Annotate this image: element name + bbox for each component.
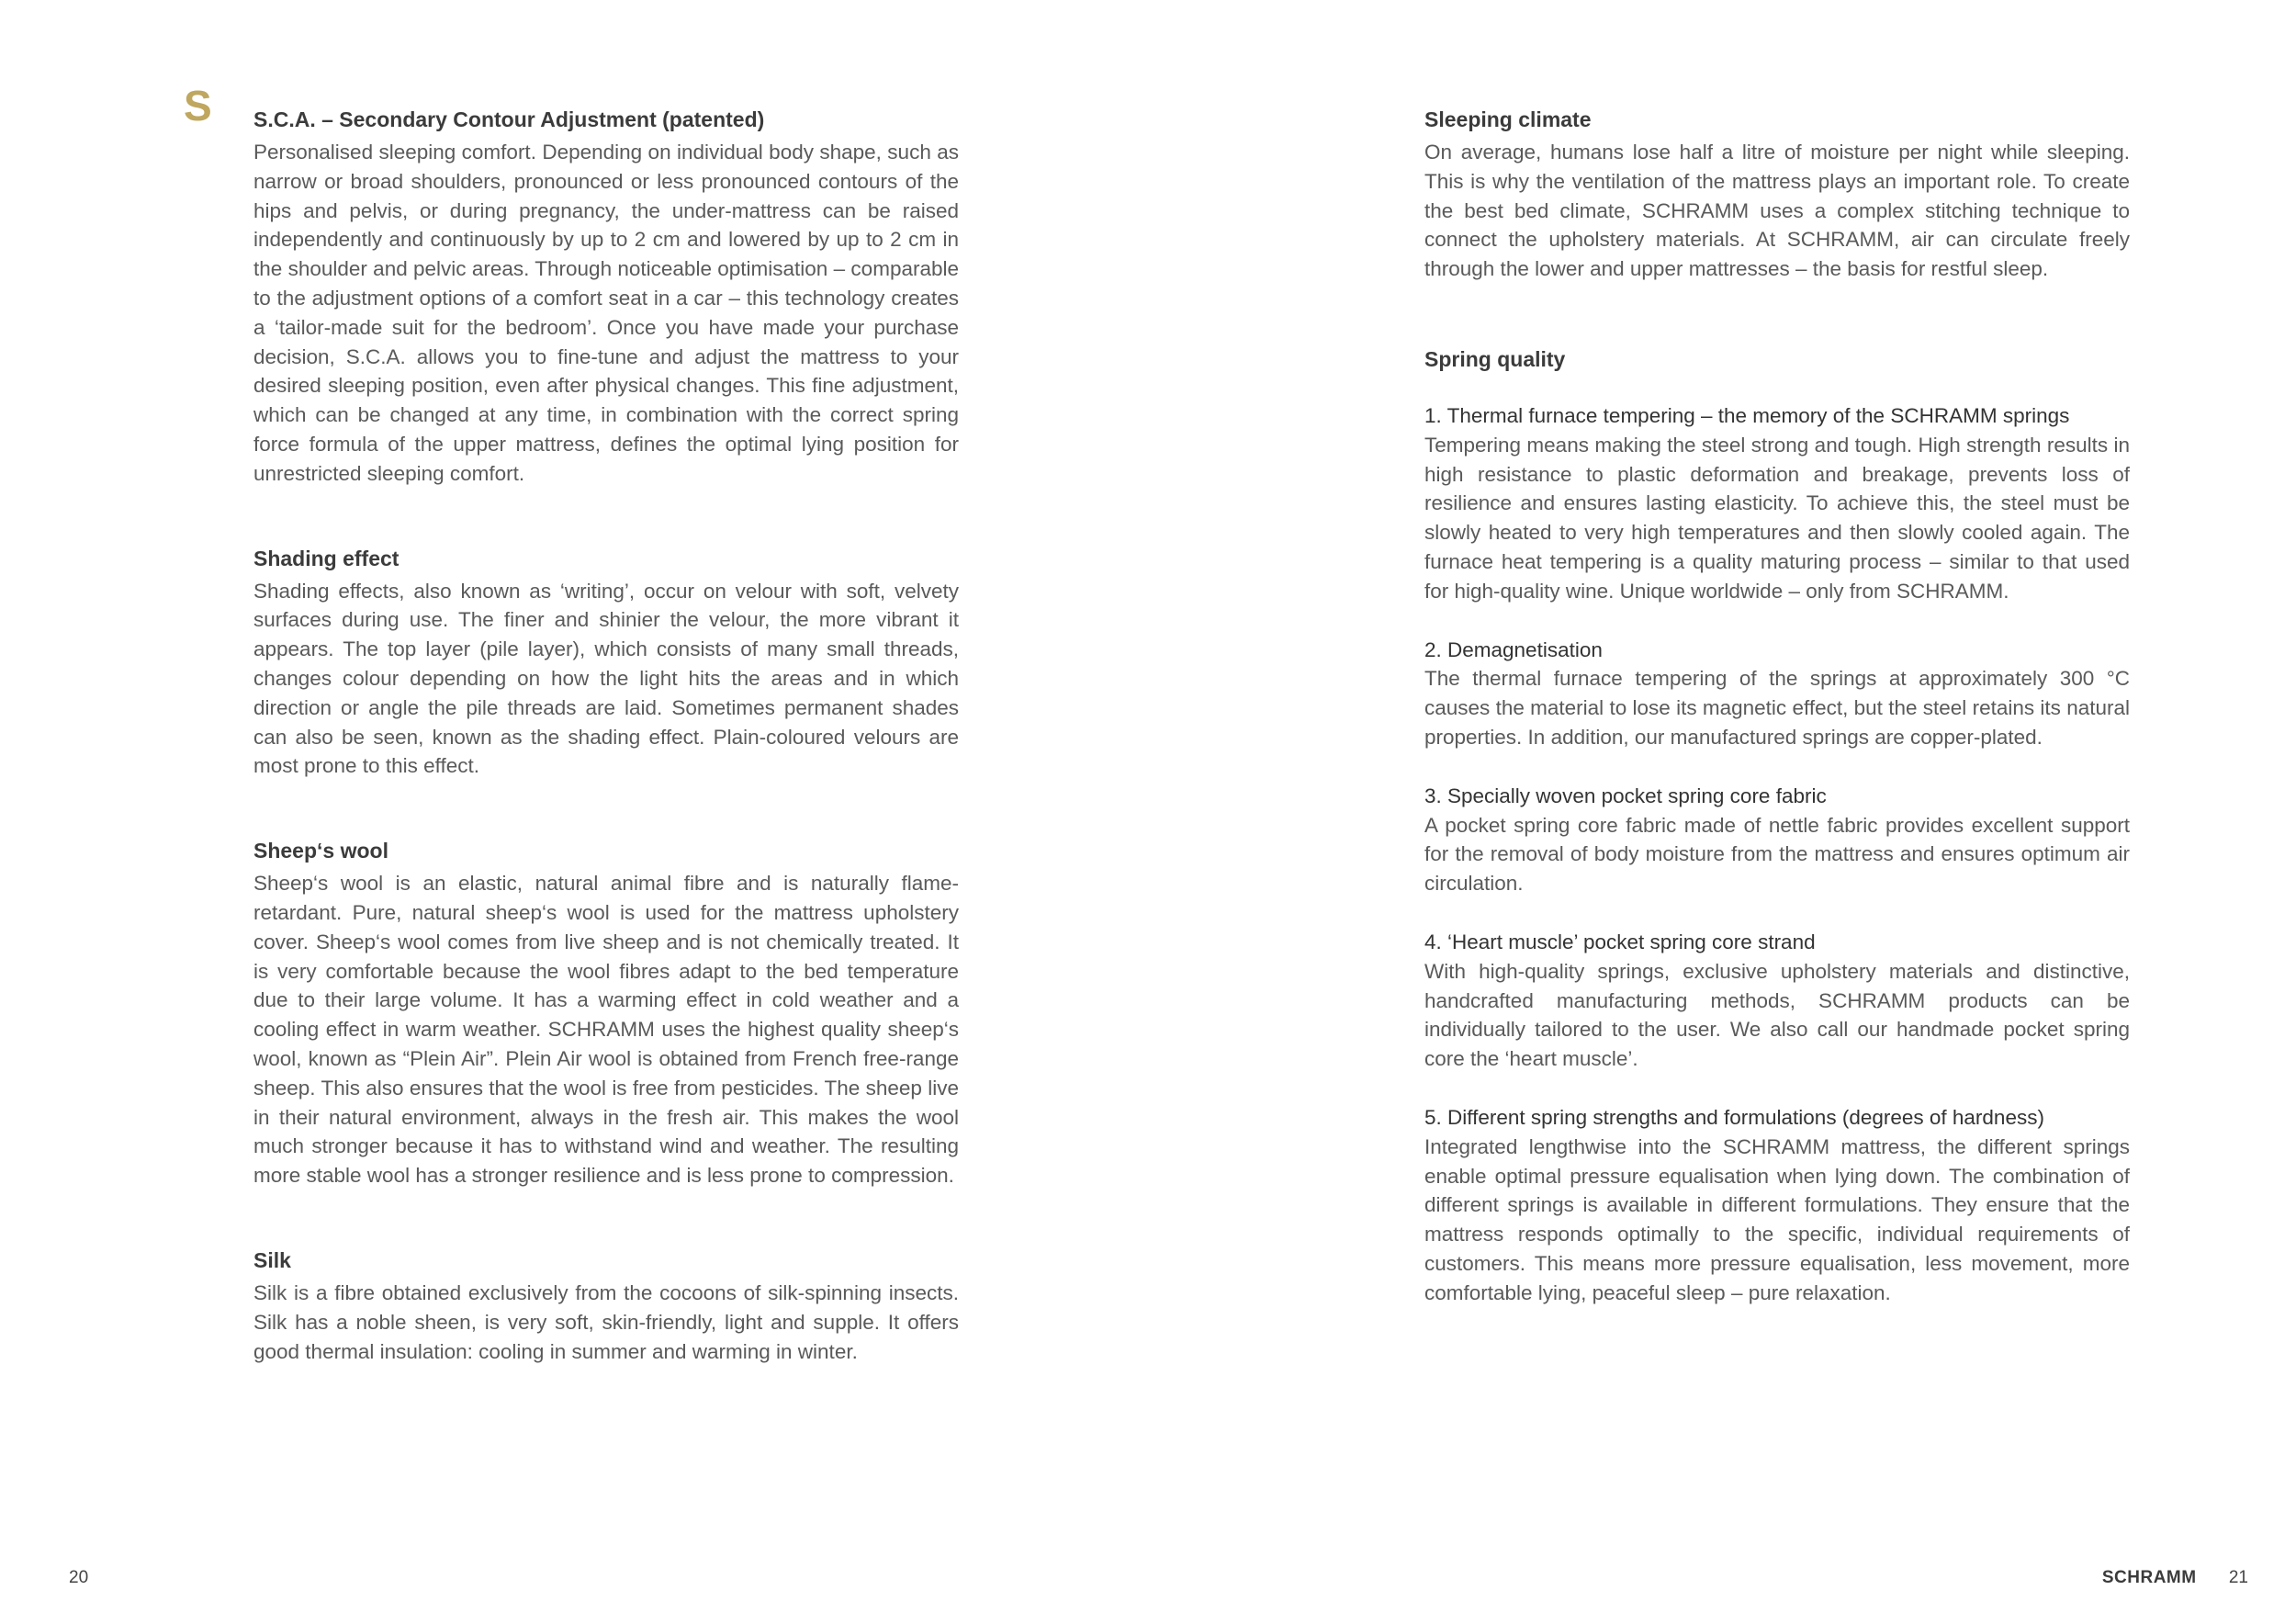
spring-item-body: The thermal furnace tempering of the springs at approximately 300 °C causes the material to lose its magnetic effect, but the steel retains its natural properties. In addition, our manufactured springs are copper-plated. — [1424, 667, 2130, 749]
spring-item-body: A pocket spring core fabric made of nettle fabric provides excellent support for the removal of body moisture from the mattress and ensures optimum air circulation. — [1424, 813, 2130, 896]
entry-sca — [253, 105, 959, 489]
spring-item-body: Tempering means making the steel strong and tough. High strength results in high resistance to plastic deformation and breakage, prevents loss of resilience and ensures lasting elasticity. To achieve this, the steel must be slowly heated to very high temperatures and then slowly cooled again. The furnace heat tempering is a quality maturing process – similar to that used for high-quality wine. Unique worldwide – only from SCHRAMM. — [1424, 433, 2130, 603]
entry-sleeping-climate — [1424, 105, 2130, 284]
spring-item-title: 1. Thermal furnace tempering – the memory of the SCHRAMM springs — [1424, 403, 2070, 427]
spring-item-body: Integrated lengthwise into the SCHRAMM mattress, the different springs enable optimal pressure equalisation when lying down. The combination of different springs is available in different formulations. They ensure that the mattress responds optimally to the specific, individual requirements of customers. This means more pressure equalisation, less movement, more comfortable lying, peaceful sleep – pure relaxation. — [1424, 1134, 2130, 1304]
entry-body: Silk is a fibre obtained exclusively from the cocoons of silk-spinning insects. Silk has a noble sheen, is very soft, skin-friendly, light and supple. It offers good thermal insulation: cooling in summer and warming in winter. — [253, 1280, 959, 1363]
spring-item-title: 3. Specially woven pocket spring core fabric — [1424, 784, 1827, 807]
entry-body: Shading effects, also known as ‘writing’, occur on velour with soft, velvety surfaces during use. The finer and shinier the velour, the more vibrant it appears. The top layer (pile layer), which consists of many small threads, changes colour depending on how the light hits the areas and in which direction or angle the pile threads are laid. Sometimes permanent shades can also be seen, known as the shading effect. Plain-coloured velours are most prone to this effect. — [253, 579, 959, 778]
spring-item — [1424, 782, 2130, 898]
brand-name: SCHRAMM — [2101, 1568, 2197, 1587]
page-number-left: 20 — [69, 1568, 89, 1587]
entry-title: Silk — [253, 1247, 291, 1272]
entry-title: Spring quality — [1424, 346, 1566, 371]
spring-item-title: 2. Demagnetisation — [1424, 637, 1603, 661]
page-number-right: 21 — [2228, 1568, 2248, 1587]
spring-item — [1424, 401, 2130, 606]
entry-body: Sheep‘s wool is an elastic, natural animal fibre and is naturally flame-retardant. Pure, natural sheep‘s wool is used for the mattress upholstery cover. Sheep‘s wool comes from live sheep and is not chemically treated. It is very comfortable because the wool fibres adapt to the bed temperature due to their large volume. It has a warming effect in cold weather and a cooling effect in warm weather. SCHRAMM uses the highest quality sheep‘s wool, known as “Plein Air”. Plein Air wool is obtained from French free-range sheep. This also ensures that the wool is free from pesticides. The sheep live in their natural environment, always in the fresh air. This makes the wool much stronger because it has to withstand wind and weather. The resulting more stable wool has a stronger resilience and is less prone to compression. — [253, 872, 959, 1188]
entry-body: On average, humans lose half a litre of moisture per night while sleeping. This is why the ventilation of the mattress plays an important role. To create the best bed climate, SCHRAMM uses a complex stitching technique to connect the upholstery materials. At SCHRAMM, air can circulate freely through the lower and upper mattresses – the basis for restful sleep. — [1424, 141, 2130, 281]
spring-item — [1424, 1103, 2130, 1308]
spring-item-title: 5. Different spring strengths and formulations (degrees of hardness) — [1424, 1105, 2044, 1129]
right-page-column — [1424, 105, 2130, 1337]
entry-title: Sleeping climate — [1424, 107, 1592, 131]
entry-silk — [253, 1246, 959, 1366]
section-letter: S — [184, 82, 212, 130]
entry-shading-effect — [253, 544, 959, 782]
footer-right — [2102, 1568, 2248, 1588]
entry-title: S.C.A. – Secondary Contour Adjustment (patented) — [253, 107, 765, 131]
entry-body: Personalised sleeping comfort. Depending on individual body shape, such as narrow or broad shoulders, pronounced or less pronounced contours of the hips and pelvis, or during pregnancy, the under-mattress can be raised independently and continuously by up to 2 cm and lowered by up to 2 cm in the shoulder and pelvic areas. Through noticeable optimisation – comparable to the adjustment options of a comfort seat in a car – this technology creates a ‘tailor-made suit for the bedroom’. Once you have made your purchase decision, S.C.A. allows you to fine-tune and adjust the mattress to your desired sleeping position, even after physical changes. This fine adjustment, which can be changed at any time, in combination with the correct spring force formula of the upper mattress, defines the optimal lying position for unrestricted sleeping comfort. — [253, 141, 959, 485]
left-page-column — [253, 105, 959, 1421]
entry-sheeps-wool — [253, 836, 959, 1190]
entry-title: Sheep‘s wool — [253, 839, 388, 863]
entry-title: Shading effect — [253, 546, 400, 570]
spring-item-body: With high-quality springs, exclusive upholstery materials and distinctive, handcrafted manufacturing methods, SCHRAMM products can be individually tailored to the user. We also call our handmade pocket spring core the ‘heart muscle’. — [1424, 959, 2130, 1071]
spring-item — [1424, 928, 2130, 1074]
spring-item-title: 4. ‘Heart muscle’ pocket spring core strand — [1424, 930, 1816, 953]
entry-spring-quality — [1424, 344, 2130, 1308]
spring-item — [1424, 636, 2130, 752]
